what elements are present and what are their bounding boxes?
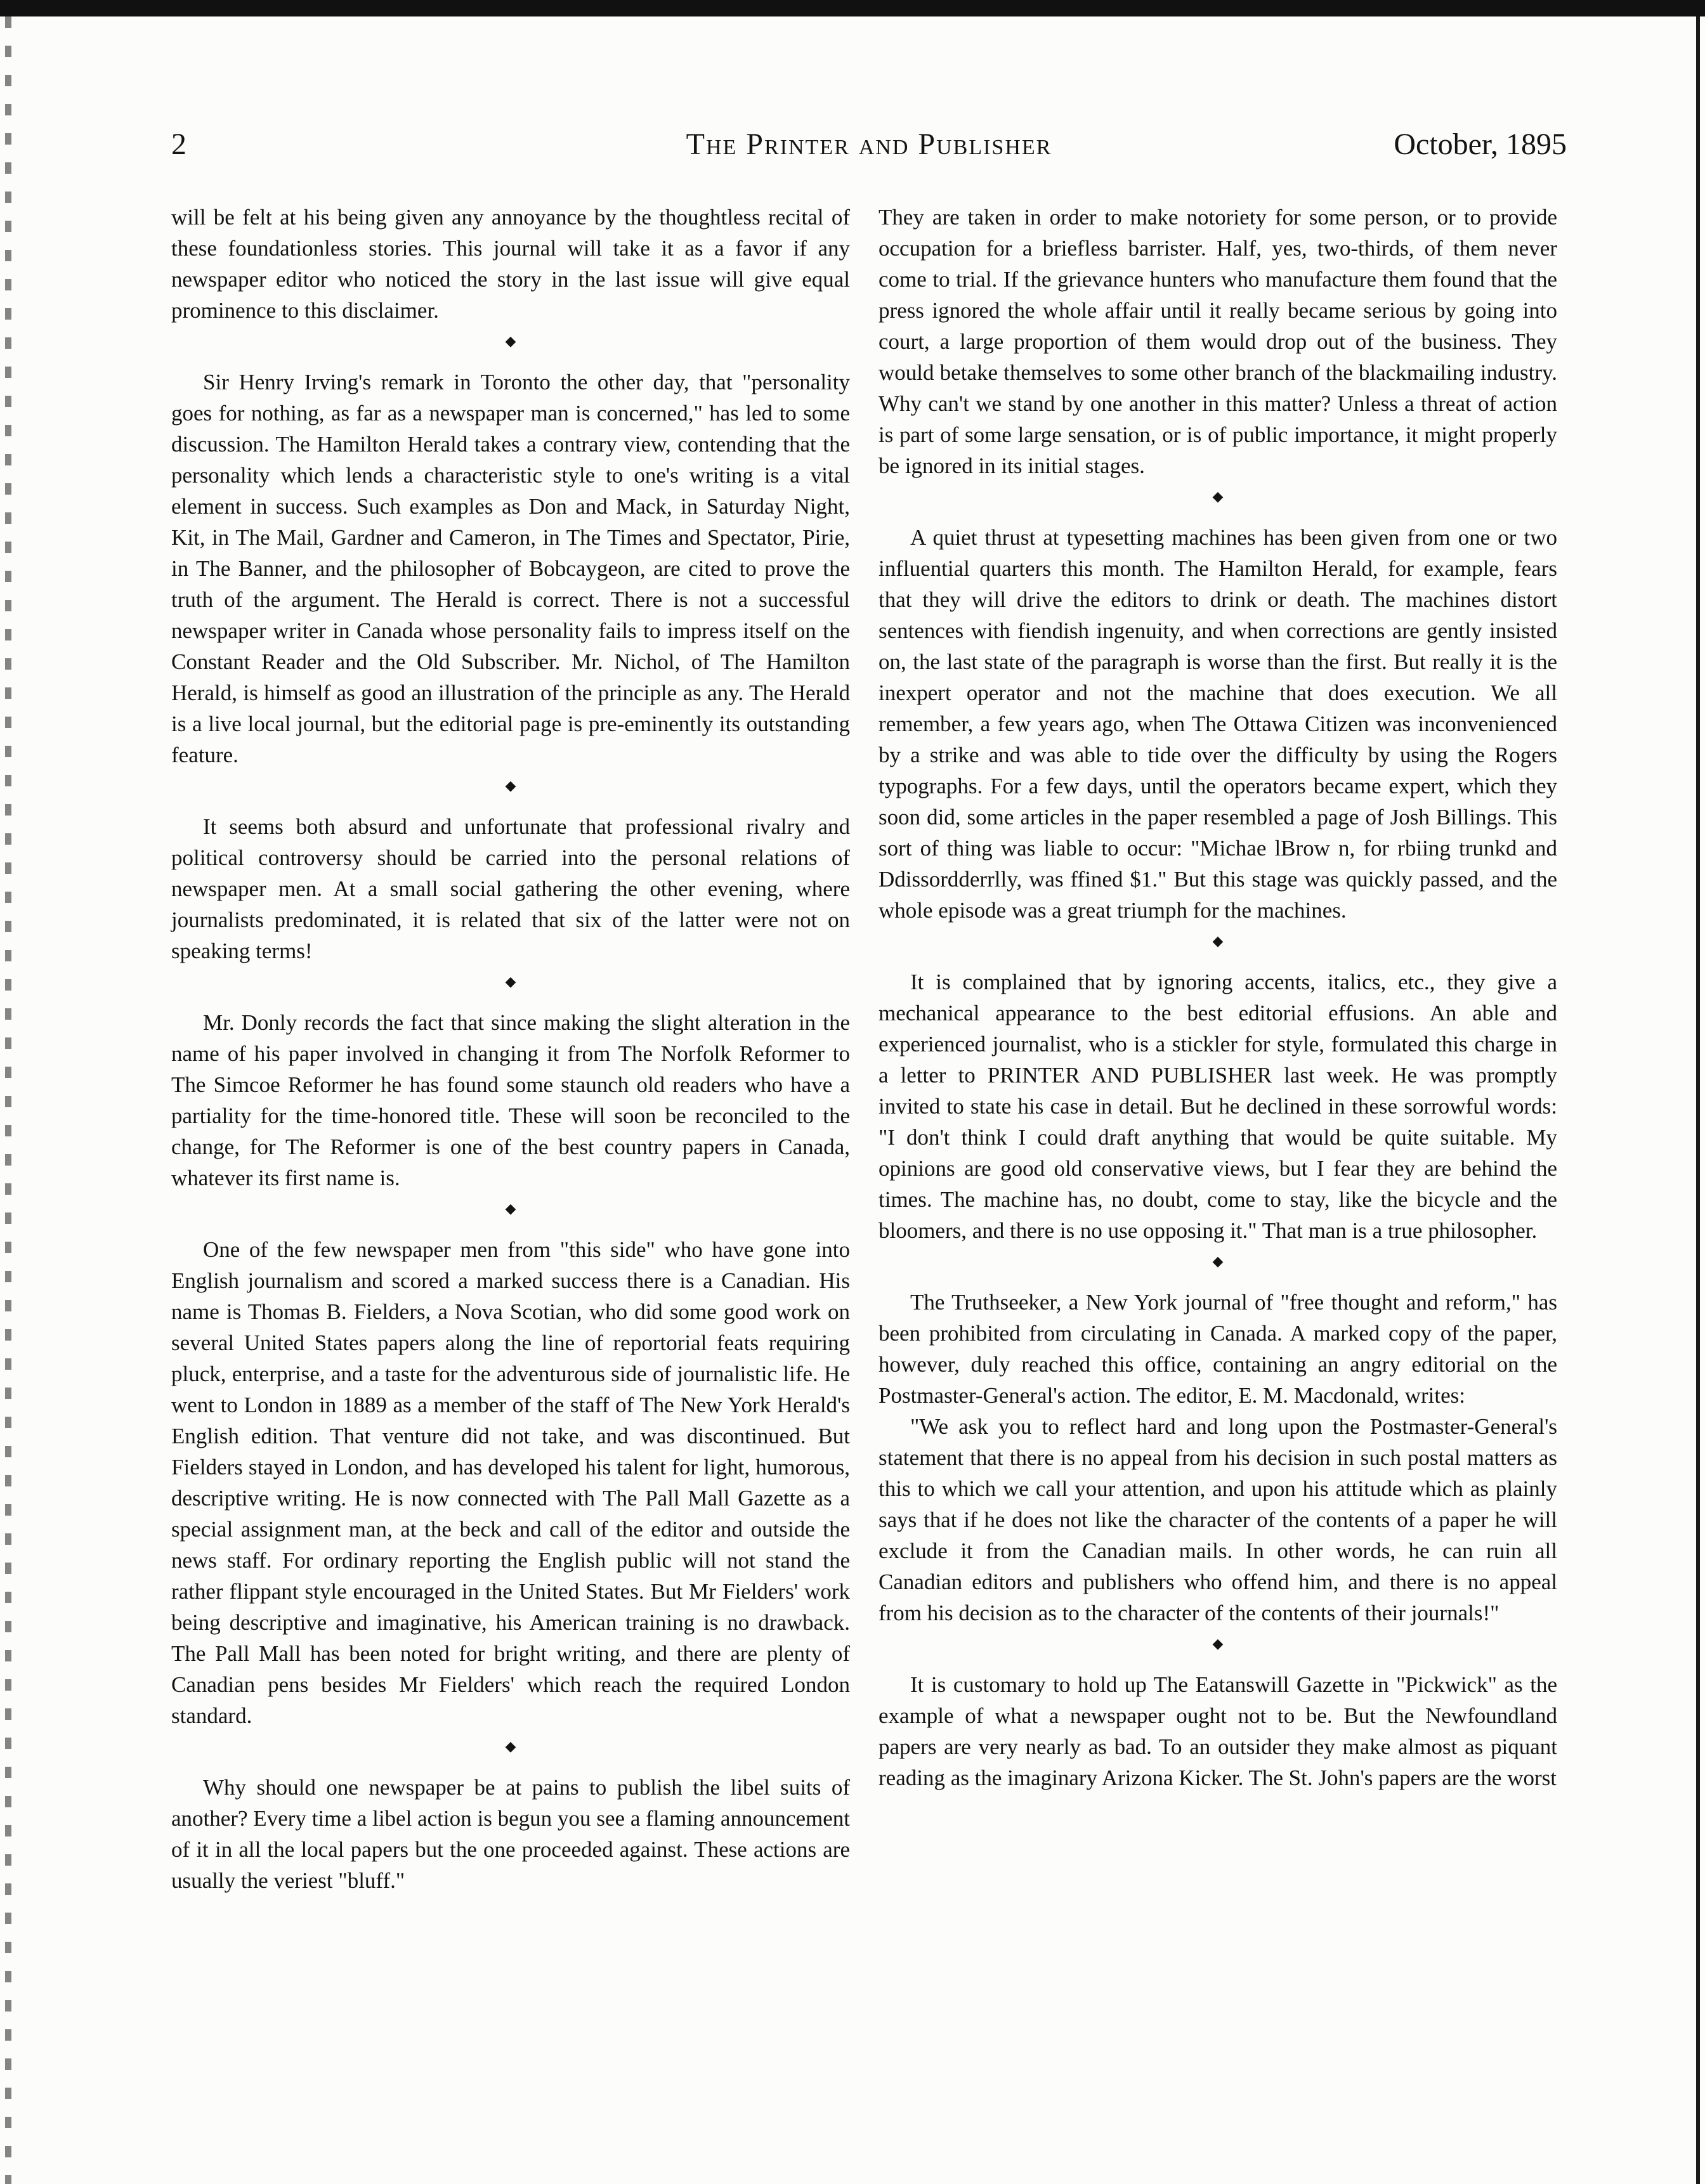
right-column (879, 202, 1557, 1793)
journal-title: The Printer and Publisher (686, 127, 1052, 161)
paragraph-rivalry: It seems both absurd and unfortunate that professional rivalry and political controversy should be carried into the personal relations of newspaper men. At a small social gathering the other evening, where journalists predominated, it is related that six of the latter were not on speaking terms! (171, 814, 850, 963)
paragraph-disclaimer: will be felt at his being given any annoyance by the thoughtless recital of these foundationless stories. This journal will take it as a favor if any newspaper editor who noticed the story in the last issue will give equal prominence to this disclaimer. (171, 205, 850, 323)
issue-date: October, 1895 (1394, 127, 1567, 161)
separator-ornament: ◆ (1212, 1635, 1224, 1651)
separator-ornament: ◆ (1212, 488, 1224, 504)
paragraph-libel-continued: They are taken in order to make notoriety for some person, or to provide occupation for a briefless barrister. Half, yes, two-thirds, of them never come to trial. If the grievance hunters who manufacture them found that the press ignored the whole affair until it really became serious by going into court, a large proportion of them would drop out of the business. They would betake themselves to some other branch of the blackmailing industry. Why can't we stand by one another in this matter? Unless a threat of action is part of some large sensation, or is of public importance, it might properly be ignored in its initial stages. (879, 205, 1557, 478)
separator-ornament: ◆ (505, 333, 516, 349)
separator-ornament: ◆ (1212, 1253, 1224, 1269)
paragraph-accents: It is complained that by ignoring accents, italics, etc., they give a mechanical appearance to the best editorial effusions. An able and experienced journalist, who is a stickler for style, formulated this charge in a letter to PRINTER AND PUBLISHER last week. He was promptly invited to state his case in detail. But he declined in these sorrowful words: "I don't think I could draft anything that would be quite suitable. My opinions are good old conservative views, but I fear they are behind the times. The machine has, no doubt, come to stay, like the bicycle and the bloomers, and there is no use opposing it." That man is a true philosopher. (879, 970, 1557, 1243)
separator-ornament: ◆ (505, 777, 516, 793)
paragraph-irving-personality: Sir Henry Irving's remark in Toronto the other day, that "personality goes for nothing, as far as a newspaper man is concerned," has led to some discussion. The Hamilton Herald takes a contrary view, contending that the personality which lends a characteristic style to one's writing is a vital element in success. Such examples as Don and Mack, in Saturday Night, Kit, in The Mail, Gardner and Cameron, in The Times and Spectator, Pirie, in The Banner, and the philosopher of Bobcaygeon, are cited to prove the truth of the argument. The Herald is correct. There is not a successful newspaper writer in Canada whose personality fails to impress itself on the Constant Reader and the Old Subscriber. Mr. Nichol, of The Hamilton Herald, is himself as good an illustration of the principle as any. The Herald is a live local journal, but the editorial page is pre-eminently its outstanding feature. (171, 370, 850, 767)
paragraph-fielders: One of the few newspaper men from "this side" who have gone into English journalism and scored a marked success there is a Canadian. His name is Thomas B. Fielders, a Nova Scotian, who did some good work on several United States papers along the line of reportorial feats requiring pluck, enterprise, and a taste for the adventurous side of journalistic life. He went to London in 1889 as a member of the staff of The New York Herald's English edition. That venture did not take, and was discontinued. But Fielders stayed in London, and has developed his talent for light, humorous, descriptive writing. He is now connected with The Pall Mall Gazette as a special assignment man, at the beck and call of the editor and outside the news staff. For ordinary reporting the English public will not stand the rather flippant style encouraged in the United States. But Mr Fielders' work being descriptive and imaginative, his American training is no drawback. The Pall Mall has been noted for bright writing, and there are plenty of Canadian pens besides Mr Fielders' which reach the required London standard. (171, 1237, 850, 1728)
paragraph-eatanswill: It is customary to hold up The Eatanswill Gazette in "Pickwick" as the example of what a newspaper ought not to be. But the Newfoundland papers are very nearly as bad. To an outsider they make almost as piquant reading as the imaginary Arizona Kicker. The St. John's papers are the worst (879, 1672, 1557, 1790)
top-border (0, 0, 1705, 16)
right-border (1696, 16, 1700, 2184)
separator-ornament: ◆ (505, 973, 516, 989)
separator-ornament: ◆ (1212, 933, 1224, 949)
left-column (171, 202, 850, 1896)
page-header (171, 127, 1567, 171)
paragraph-quotation: "We ask you to reflect hard and long upon the Postmaster-General's statement that there is no appeal from his decision in such postal matters as this to which we call your attention, and upon his attitude which as plainly says that if he does not like the character of the contents of a paper he will exclude it from the Canadian mails. In other words, he can ruin all Canadian editors and publishers who offend him, and there is no appeal from his decision as to the character of the contents of their journals!" (879, 1414, 1557, 1625)
separator-ornament: ◆ (505, 1738, 516, 1754)
left-scan-edge (5, 16, 11, 2184)
paragraph-truthseeker: The Truthseeker, a New York journal of "free thought and reform," has been prohibited from circulating in Canada. A marked copy of the paper, however, duly reached this office, containing an angry editorial on the Postmaster-General's action. The editor, E. M. Macdonald, writes: (879, 1290, 1557, 1408)
separator-ornament: ◆ (505, 1200, 516, 1216)
page-number: 2 (171, 127, 186, 161)
paragraph-libel-suits: Why should one newspaper be at pains to publish the libel suits of another? Every time a libel action is begun you see a flaming announcement of it in all the local papers but the one proceeded against. These actions are usually the veriest "bluff." (171, 1775, 850, 1893)
paragraph-typesetting: A quiet thrust at typesetting machines has been given from one or two influential quarters this month. The Hamilton Herald, for example, fears that they will drive the editors to drink or death. The machines distort sentences with fiendish ingenuity, and when corrections are gently insisted on, the last state of the paragraph is worse than the first. But really it is the inexpert operator and not the machine that does execution. We all remember, a few years ago, when The Ottawa Citizen was inconvenienced by a strike and was able to tide over the difficulty by using the Rogers typographs. For a few days, until the operators became expert, which they soon did, some articles in the paper resembled a page of Josh Billings. This sort of thing was liable to occur: "Michae lBrow n, for rbiing trunkd and Ddissordderrlly, was ffined $1." But this stage was quickly passed, and the whole episode was a great triumph for the machines. (879, 525, 1557, 923)
paragraph-donly: Mr. Donly records the fact that since making the slight alteration in the name of his paper involved in changing it from The Norfolk Reformer to The Simcoe Reformer he has found some staunch old readers who have a partiality for the time-honored title. These will soon be reconciled to the change, for The Reformer is one of the best country papers in Canada, whatever its first name is. (171, 1010, 850, 1190)
